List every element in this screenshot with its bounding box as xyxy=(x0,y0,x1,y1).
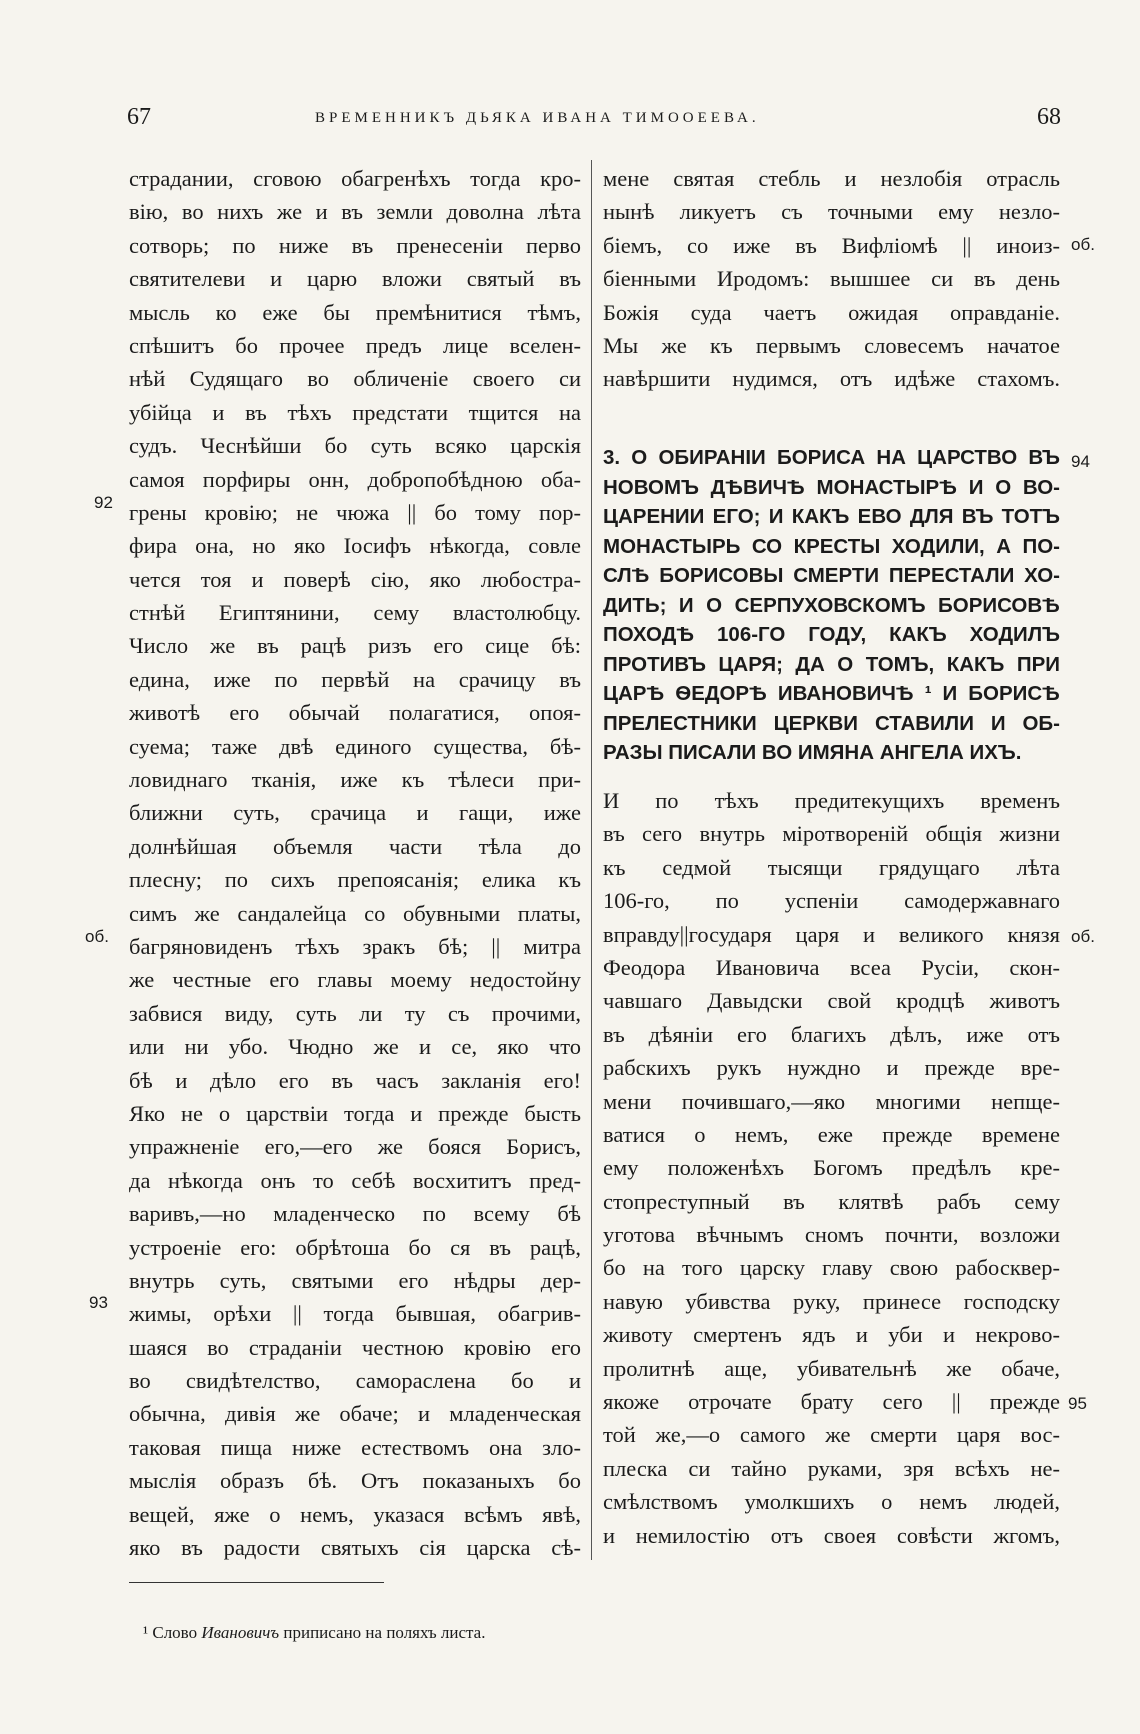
text-line: стопреступный въ клятвѣ рабъ сему xyxy=(603,1188,1060,1214)
text-line: фира она, но яко Іосифъ нѣкогда, совле xyxy=(129,533,581,559)
text-line: нѣй Судящаго во обличеніе своего си xyxy=(129,366,581,392)
page-number-right: 68 xyxy=(1037,104,1061,130)
text-line: къ седмой тысящи грядущаго лѣта xyxy=(603,854,1060,880)
text-line: Число же въ рацѣ ризъ его сице бѣ: xyxy=(129,633,581,659)
text-line: животѣ его обычай полагатися, опоя- xyxy=(129,700,581,726)
text-line: біемъ, со иже въ Вифліомѣ || иноиз- xyxy=(603,232,1060,258)
text-line: судъ. Чеснѣйши бо суть всяко царскія xyxy=(129,433,581,459)
text-line: внутрь суть, святыми его нѣдры дер- xyxy=(129,1267,581,1293)
text-line: багряновиденъ тѣхъ зракъ бѣ; || митра xyxy=(129,933,581,959)
text-line: яко въ радости святыхъ сія царска сѣ- xyxy=(129,1535,581,1561)
footnote-post: приписано на поляхъ листа. xyxy=(283,1623,486,1642)
text-line: мыслія образъ бѣ. Отъ показаныхъ бо xyxy=(129,1468,581,1494)
text-line: шаяся во страданіи честною кровію его xyxy=(129,1334,581,1360)
margin-note-95: 95 xyxy=(1068,1394,1087,1413)
text-line: спѣшитъ бо прочее предъ лице вселен- xyxy=(129,332,581,358)
text-line: рабскихъ рукъ нуждно и прежде вре- xyxy=(603,1055,1060,1081)
text-line: ватися о немъ, еже прежде времене xyxy=(603,1121,1060,1147)
text-line: обычна, дивія же обаче; и младенческая xyxy=(129,1401,581,1427)
text-line: ближни суть, срачица и гащи, иже xyxy=(129,800,581,826)
text-line: бѣ и дѣло его въ часъ закланія его! xyxy=(129,1067,581,1093)
text-line: Яко не о царствіи тогда и прежде бысть xyxy=(129,1100,581,1126)
text-line: плесну; по сихъ препоясанія; елика къ xyxy=(129,867,581,893)
text-line: суема; таже двѣ единого существа, бѣ- xyxy=(129,733,581,759)
text-line: ловиднаго тканія, иже къ тѣлеси при- xyxy=(129,767,581,793)
text-line: біенными Иродомъ: вышшее си въ день xyxy=(603,266,1060,292)
heading-line: ДИТЬ; И О СЕРПУХОВСКОМЪ БОРИСОВѢ xyxy=(603,593,1060,617)
text-line: 106-го, по успеніи самодержавнаго xyxy=(603,888,1060,914)
text-line: Мы же къ первымъ словесемъ начатое xyxy=(603,332,1060,358)
text-line: вправду||государя царя и великого князя xyxy=(603,921,1060,947)
right-column-body xyxy=(603,784,1060,1552)
text-line: Божія суда чаетъ ожидая оправданіе. xyxy=(603,299,1060,325)
text-line: И по тѣхъ предитекущихъ временъ xyxy=(603,788,1060,813)
text-line: долнѣйшая объемля части тѣла до xyxy=(129,833,581,859)
heading-line: ПРОТИВЪ ЦАРЯ; ДА О ТОМЪ, КАКЪ ПРИ xyxy=(603,652,1060,676)
text-line: якоже отрочате брату сего || прежде xyxy=(603,1389,1060,1415)
heading-line: РАЗЫ ПИСАЛИ ВО ИМЯНА АНГЕЛА ИХЪ. xyxy=(603,741,1022,764)
text-line: въ сего внутрь міротвореній общія жизни xyxy=(603,821,1060,847)
heading-line: ПОХОДѢ 106-ГО ГОДУ, КАКЪ ХОДИЛЪ xyxy=(603,623,1060,646)
heading-line: СЛѢ БОРИСОВЫ СМЕРТИ ПЕРЕСТАЛИ ХО- xyxy=(603,564,1060,587)
text-line: сотворь; по нижe въ пренесеніи перво xyxy=(129,232,581,258)
heading-line: 3. О ОБИРАНІИ БОРИСА НА ЦАРСТВО ВЪ xyxy=(603,446,1060,469)
text-line: едина, иже по первѣй на срачицу въ xyxy=(129,666,581,692)
page-number-left: 67 xyxy=(127,104,151,130)
margin-note-94: 94 xyxy=(1071,452,1090,471)
text-line: во свидѣтелство, саморасленa бо и xyxy=(129,1368,581,1394)
heading-line: ЦАРЕНИИ ЕГО; И КАКЪ ЕВО ДЛЯ ВЪ ТОТЪ xyxy=(603,505,1060,528)
text-line: стнѣй Египтянини, сему властолюбцу. xyxy=(129,600,581,626)
text-line: святителеви и царю вложи святый въ xyxy=(129,266,581,292)
text-line: вію, во нихъ же и въ земли доволна лѣта xyxy=(129,199,581,225)
text-line: симъ же сандалейца со обувными платы, xyxy=(129,900,581,926)
text-line: животу смертенъ ядъ и уби и некрово- xyxy=(603,1322,1060,1348)
text-line: Феодора Ивановича всеа Русіи, скон- xyxy=(603,954,1060,980)
text-line: чется тоя и поверѣ сію, яко любостра- xyxy=(129,566,581,592)
text-line: и немилостію отъ своея совѣсти жгомъ, xyxy=(603,1522,1060,1548)
running-title: ВРЕМЕННИКЪ ДЬЯКА ИВАНА ТИМООЕЕВА. xyxy=(315,110,760,126)
text-line: страдании, сговою обагренѣхъ тогда кро- xyxy=(129,166,581,191)
text-line: чавшаго Давыдски свой кродцѣ животъ xyxy=(603,988,1060,1014)
text-line: плеска си тайно руками, зря всѣхъ не- xyxy=(603,1455,1060,1481)
column-divider xyxy=(591,160,592,1560)
text-line: навѣршити нудимся, отъ идѣже стахомъ. xyxy=(603,366,1060,392)
margin-note-93: 93 xyxy=(89,1293,108,1312)
text-line: той же,—о самого же смерти царя вос- xyxy=(603,1422,1060,1448)
text-line: да нѣкогда онъ то себѣ восхититъ пред- xyxy=(129,1167,581,1193)
footnote-italic: Ивановичъ xyxy=(201,1623,280,1642)
text-line: грены кровію; не чюжа || бо тому пор- xyxy=(129,499,581,525)
text-line: въ дѣяніи его благихъ дѣлъ, иже отъ xyxy=(603,1021,1060,1047)
text-line: уготова вѣчнымъ сномъ почнти, возложи xyxy=(603,1222,1060,1248)
heading-line: ЦАРѢ ѲЕДОРѢ ИВАНОВИЧѢ ¹ И БОРИСѢ xyxy=(603,682,1060,705)
text-line: смѣлствомъ умолкшихъ о немъ людей, xyxy=(603,1489,1060,1515)
text-line: мени почившаго,—яко многими непще- xyxy=(603,1088,1060,1114)
heading-line: МОНАСТЫРЬ СО КРЕСТЫ ХОДИЛИ, А ПО- xyxy=(603,534,1060,558)
text-line: самоя порфиры онн, добропобѣдною оба- xyxy=(129,466,581,492)
heading-line: ПРЕЛЕСТНИКИ ЦЕРКВИ СТАВИЛИ И ОБ- xyxy=(603,711,1060,735)
margin-note-ob-right-2: об. xyxy=(1071,927,1095,946)
margin-note-ob-right-1: об. xyxy=(1071,235,1095,254)
running-header xyxy=(0,104,1140,134)
text-line: или ни убо. Чюдно же и се, яко что xyxy=(129,1034,581,1060)
text-line: бо на того царску главу свою рабосквер- xyxy=(603,1255,1060,1281)
margin-note-92: 92 xyxy=(94,493,113,512)
text-line: ему положенѣхъ Богомъ предѣлъ кре- xyxy=(603,1155,1060,1181)
text-line: устроеніе его: обрѣтоша бо ся въ рацѣ, xyxy=(129,1234,581,1260)
footnote xyxy=(143,1623,485,1643)
text-line: нынѣ ликуетъ съ точными ему незло- xyxy=(603,199,1060,225)
chapter-heading xyxy=(603,443,1060,768)
margin-note-ob: об. xyxy=(85,927,109,946)
text-line: забвися виду, суть ли ту съ прочими, xyxy=(129,1000,581,1026)
left-column xyxy=(129,162,581,1564)
text-line: мене святая стебль и незлобія отрасль xyxy=(603,166,1060,191)
text-line: таковая пища ниже естествомъ она зло- xyxy=(129,1434,581,1460)
footnote-pre: Слово xyxy=(152,1623,198,1642)
text-line: мысль ко еже бы премѣнитися тѣмъ, xyxy=(129,299,581,325)
heading-line: НОВОМЪ ДѢВИЧѢ МОНАСТЫРѢ И О ВО- xyxy=(603,475,1060,499)
footnote-rule xyxy=(129,1582,384,1583)
text-line: убійца и въ тѣхъ предстати тщится на xyxy=(129,399,581,425)
text-line: же честные его главы моему недостойну xyxy=(129,967,581,993)
text-line: навую убивства руку, принесе господску xyxy=(603,1288,1060,1314)
text-line: жимы, орѣхи || тогда бывшая, обагрив- xyxy=(129,1301,581,1327)
text-line: пролитнѣ аще, убивательнѣ же обаче, xyxy=(603,1355,1060,1381)
text-line: варивъ,—но младенческо по всему бѣ xyxy=(129,1201,581,1227)
footnote-mark: ¹ xyxy=(143,1623,149,1642)
right-column-top xyxy=(603,162,1060,396)
text-line: упражненіе его,—его же бояся Борисъ, xyxy=(129,1134,581,1160)
text-line: вещей, яже о немъ, указася всѣмъ явѣ, xyxy=(129,1501,581,1527)
